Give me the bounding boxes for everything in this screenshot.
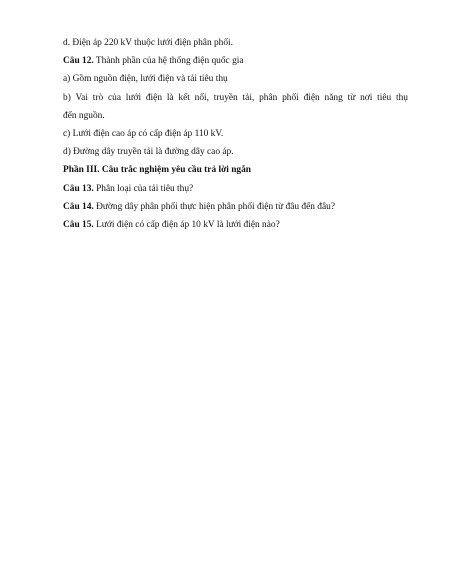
section-heading-text: Phần III. Câu trắc nghiệm yêu cầu trả lời ngắn [63,165,252,176]
answer-text: d. Điện áp 220 kV thuộc lưới điện phân phối. [63,38,233,48]
answer-text: a) Gồm nguồn điện, lưới điện và tải tiêu thụ [63,74,228,85]
question-text: Phân loại của tải tiêu thụ? [93,183,194,194]
answer-12b-line1 [63,89,408,107]
question-13 [63,180,408,198]
answer-12d [63,143,408,161]
question-label: Câu 15. [63,219,94,230]
answer-12a [63,70,408,88]
answer-text: đến nguồn. [63,110,105,121]
question-text: Lưới điện có cấp điện áp 10 kV là lưới điện nào? [93,219,280,230]
question-12 [63,52,408,70]
question-label: Câu 14. [63,201,94,212]
question-text: Thành phần của hệ thống điện quốc gia [93,56,244,67]
answer-12c [63,125,408,143]
question-label: Câu 12. [63,56,94,67]
answer-text: c) Lưới điện cao áp có cấp điện áp 110 kV. [63,128,224,139]
answer-text: b) Vai trò của lưới điện là kết nối, truyền tải, phân phối điện năng từ nơi tiêu thụ [63,92,408,103]
question-text: Đường dây phân phối thực hiện phân phối điện từ đâu đến đâu? [93,201,335,212]
section-heading-part3 [63,161,408,179]
answer-12b-line2 [63,107,408,125]
question-14 [63,198,408,216]
answer-11d [63,34,408,52]
document-content [63,34,408,234]
question-15 [63,216,408,234]
question-label: Câu 13. [63,183,94,194]
answer-text: d) Đường dây truyền tải là đường dây cao áp. [63,147,234,158]
